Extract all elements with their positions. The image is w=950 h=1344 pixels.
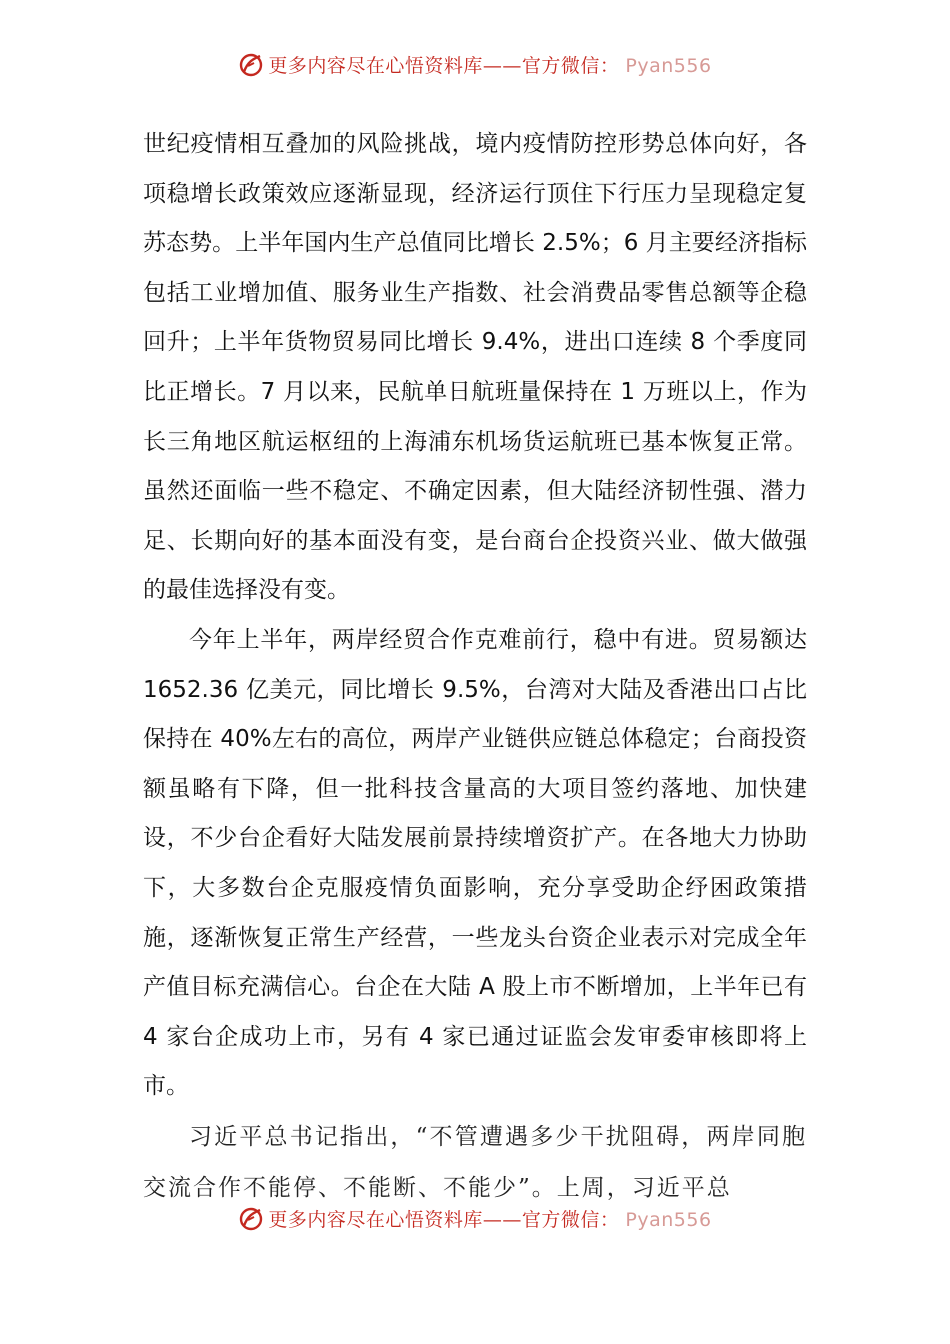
watermark-id: Pyan556 xyxy=(625,55,712,77)
brand-logo-icon xyxy=(238,52,264,78)
watermark-text: 更多内容尽在心悟资料库——官方微信： Pyan556 xyxy=(268,1209,712,1231)
paragraph-2: 今年上半年，两岸经贸合作克难前行，稳中有进。贸易额达 1652.36 亿美元，同比增长 9.5%，台湾对大陆及香港出口占比保持在 40%左右的高位，两岸产业链供应链总体稳定；台商投资额虽略有下降，但一批科技含量高的大项目签约落地、加快建设，不少台企看好大陆发展前景持续增资扩产。在各地大力协助下，大多数台企克服疫情负面影响，充分享受助企纾困政策措施，逐渐恢复正常生产经营，一些龙头台资企业表示对完成全年产值目标充满信心。台企在大陆 A 股上市不断增加，上半年已有 4 家台企成功上市，另有 4 家已通过证监会发审委审核即将上市。 xyxy=(143,626,807,1100)
footer-watermark xyxy=(0,1206,950,1236)
brand-logo-icon xyxy=(238,1206,264,1232)
document-body xyxy=(143,120,807,1214)
paragraph-3: 习近平总书记指出，“不管遭遇多少干扰阻碍，两岸同胞交流合作不能停、不能断、不能少”。上周，习近平总 xyxy=(143,1123,807,1201)
watermark-text: 更多内容尽在心悟资料库——官方微信： Pyan556 xyxy=(268,55,712,77)
watermark-id: Pyan556 xyxy=(625,1209,712,1231)
paragraph-1: 世纪疫情相互叠加的风险挑战，境内疫情防控形势总体向好，各项稳增长政策效应逐渐显现，经济运行顶住下行压力呈现稳定复苏态势。上半年国内生产总值同比增长 2.5%；6 月主要经济指标包括工业增加值、服务业生产指数、社会消费品零售总额等企稳回升；上半年货物贸易同比增长 9.4%，进出口连续 8 个季度同比正增长。7 月以来，民航单日航班量保持在 1 万班以上，作为长三角地区航运枢纽的上海浦东机场货运航班已基本恢复正常。虽然还面临一些不稳定、不确定因素，但大陆经济韧性强、潜力足、长期向好的基本面没有变，是台商台企投资兴业、做大做强的最佳选择没有变。 xyxy=(143,131,807,604)
header-watermark xyxy=(0,52,950,82)
